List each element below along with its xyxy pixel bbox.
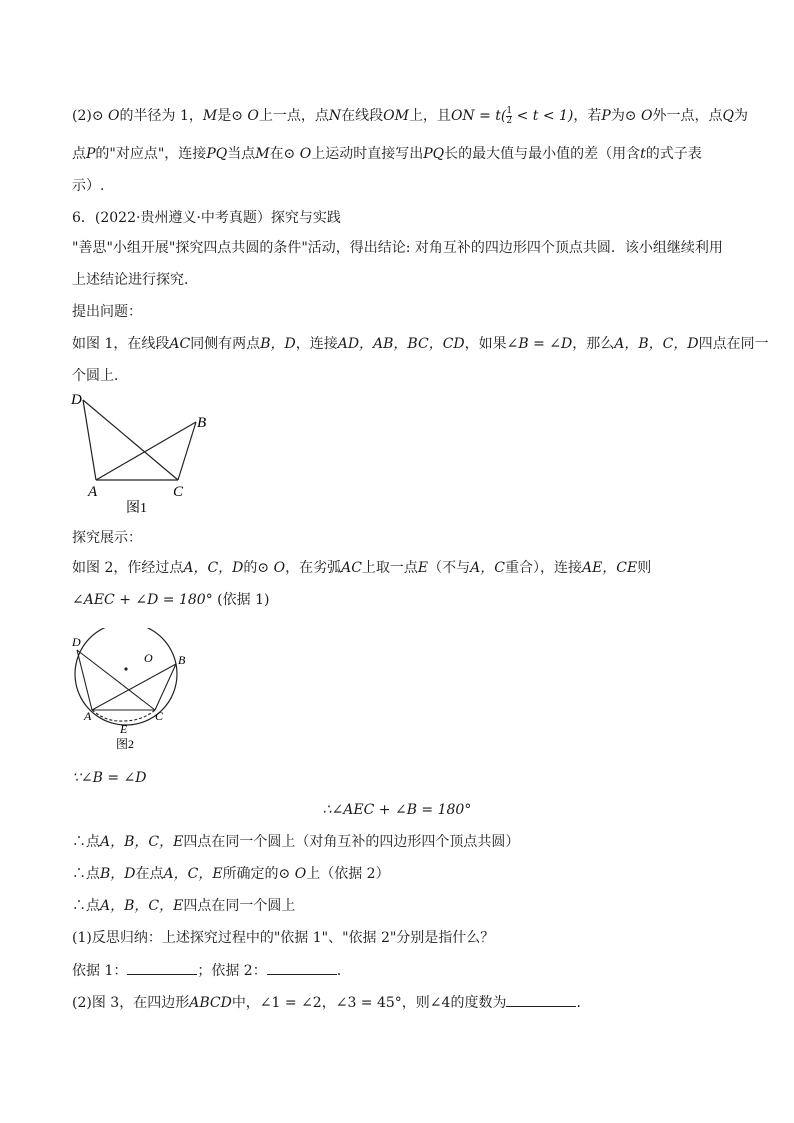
label-d: D [72,635,81,649]
figure-1 [68,388,228,518]
intro-line-1: "善思"小组开展"探究四点共圆的条件"活动，得出结论: 对角互补的四边形四个顶点共圆．该小组继续利用 [72,240,723,256]
label-c: C [155,709,164,723]
therefore-line-3: ∴点B，D在点A，C，E所确定的⊙ O上（依据 2） [72,866,390,882]
therefore-line-2: ∴点A，B，C，E四点在同一个圆上（对角互补的四边形四个顶点共圆） [72,834,520,850]
figure2-description-line-1: 如图 2，作经过点A，C，D的⊙ O，在劣弧AC上取一点E（不与A，C重合），连接AE，CE则 [72,560,652,576]
label-a: A [84,709,92,723]
because-line: ∵∠B = ∠D [72,770,147,786]
therefore-line-4: ∴点A，B，C，E四点在同一个圆上 [72,898,296,914]
sub-question-2: (2)图 3，在四边形ABCD中，∠1 = ∠2，∠3 = 45°，则∠4的度数为 ． [72,992,590,1013]
segment-ad [77,650,92,710]
segment-cb [155,664,176,710]
label-b: B [197,415,207,431]
sub-question-1: (1)反思归纳：上述探究过程中的"依据 1"、"依据 2"分别是指什么？ [72,930,495,946]
segment-ad [83,400,96,480]
segments-ae-ce [92,710,155,721]
answer-blank-basis-2[interactable] [267,960,337,975]
figure1-description-line-1: 如图 1，在线段AC同侧有两点B，D，连接AD，AB，BC，CD，如果∠B = ∠D，那么A，B，C，D四点在同一 [72,336,769,352]
section-exploration-display: 探究展示： [72,530,142,546]
center-point-o [124,667,127,670]
label-d: D [71,392,82,408]
problem-2-line-1: (2)⊙ O的半径为 1，M是⊙ O上一点，点N在线段OM上，且ON = t( $\frac{1}{2}$ < t < 1)，若P为⊙ O外一点，点Q为 [72,105,748,126]
segment-dc [83,400,178,480]
figure-2 [66,628,206,756]
label-e: E [120,722,128,736]
problem-2-line-2: 点P的"对应点"，连接PQ当点M在⊙ O上运动时直接写出PQ长的最大值与最小值的差（用含t的式子表 [72,146,702,162]
figure2-equation-line: ∠AEC + ∠D = 180° (依据 1) [72,592,270,608]
basis-answer-line: 依据 1： ；依据 2： ． [72,960,351,981]
answer-blank-angle-4[interactable] [506,992,576,1007]
question-6-heading: 6．(2022·贵州遵义·中考真题）探究与实践 [72,210,341,226]
section-raise-question: 提出问题： [72,304,142,320]
label-c: C [173,484,184,500]
therefore-line-1: ∴∠AEC + ∠B = 180° [322,802,472,818]
figure1-caption: 图1 [126,501,147,516]
label-b: B [178,653,186,667]
figure2-caption: 图2 [116,737,135,751]
fraction-one-half: $\frac{1}{2}$ [506,105,513,126]
answer-blank-basis-1[interactable] [127,960,197,975]
label-a: A [88,484,98,500]
figure1-description-line-2: 个圆上． [72,368,128,384]
problem-2-line-3: 示）. [72,178,105,194]
intro-line-2: 上述结论进行探究． [72,272,198,288]
label-o: O [144,651,153,665]
